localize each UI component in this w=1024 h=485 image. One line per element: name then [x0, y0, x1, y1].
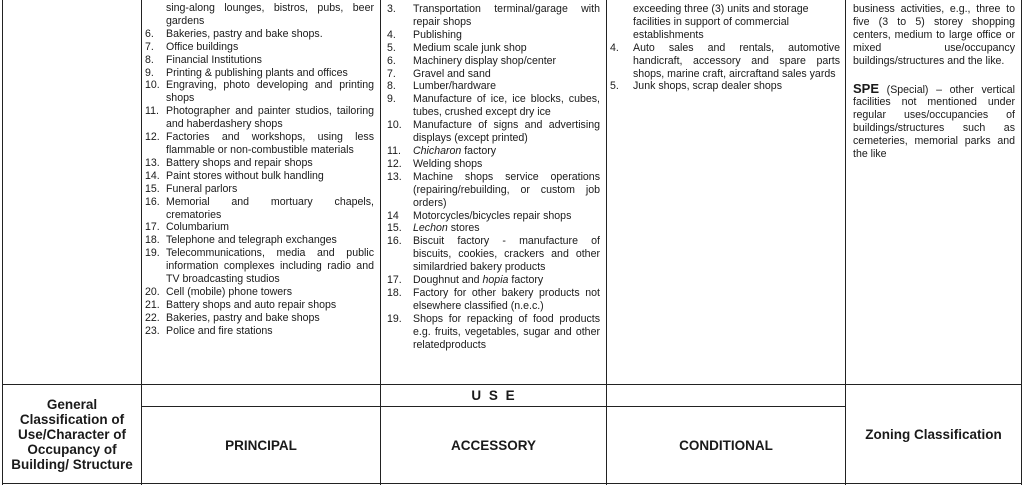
item-text: Doughnut and hopia factory — [413, 274, 544, 287]
item-number: 12. — [387, 157, 402, 170]
accessory-list — [387, 3, 600, 351]
list-item — [387, 55, 600, 68]
item-text: Transportation terminal/garage with repair shops — [413, 3, 600, 28]
item-text: Columbarium — [166, 221, 229, 234]
accessory-cell — [387, 3, 600, 351]
item-text: Printing & publishing plants and offices — [166, 66, 348, 79]
item-number: 17. — [145, 221, 160, 234]
zoning-spe-paragraph — [853, 80, 1015, 161]
list-item — [387, 287, 600, 313]
item-text: Biscuit factory - manufacture of biscuits, cookies, crackers and other similardried bakery products — [413, 235, 600, 274]
item-number: 20. — [145, 285, 160, 298]
list-item — [387, 222, 600, 235]
item-number: 18. — [387, 286, 402, 299]
item-number: 10. — [387, 119, 402, 132]
item-text: Factories and workshops, using less flammable or non-combustible materials — [166, 131, 374, 156]
list-item — [145, 196, 374, 222]
item-number: 10. — [145, 79, 160, 92]
item-text: Telecommunications, media and public information complexes including radio and TV broadcasting studios — [166, 247, 374, 286]
item-text: Gravel and sand — [413, 67, 491, 80]
zoning-classification-header: Zoning Classification — [865, 426, 1002, 442]
list-item — [145, 79, 374, 105]
list-item — [145, 234, 374, 247]
item-number: 6. — [145, 27, 154, 40]
item-number: 19. — [145, 247, 160, 260]
item-number: 18. — [145, 234, 160, 247]
principal-list — [145, 28, 374, 338]
accessory-header: ACCESSORY — [450, 437, 536, 453]
list-item — [145, 183, 374, 196]
item-text: Office buildings — [166, 40, 239, 53]
item-number: 11. — [387, 144, 401, 157]
item-text: Lechon stores — [413, 222, 480, 235]
principal-header: PRINCIPAL — [225, 437, 297, 453]
item-text: Bakeries, pastry and bake shops — [166, 311, 320, 324]
list-item — [145, 286, 374, 299]
item-text: Machine shops service operations (repairing/rebuilding, or custom job orders) — [413, 170, 600, 209]
list-item — [387, 93, 600, 119]
list-item — [145, 28, 374, 41]
item-number: 13. — [145, 156, 160, 169]
item-text: Machinery display shop/center — [413, 54, 557, 67]
list-item — [387, 68, 600, 81]
item-text: Factory for other bakery products not elsewhere classified (n.e.c.) — [413, 286, 600, 312]
item-text: Photographer and painter studios, tailoring and haberdashery shops — [166, 105, 374, 131]
item-number: 16. — [145, 195, 160, 208]
item-number: 11. — [145, 105, 159, 118]
item-number: 16. — [387, 235, 402, 248]
item-text: Auto sales and rentals, automotive handicraft, accessory and spare parts shops, marine craft, aircraftand sales yards — [633, 41, 840, 80]
table-bottom-border — [2, 483, 1022, 484]
list-item — [387, 3, 600, 29]
item-text: Medium scale junk shop — [413, 41, 527, 54]
item-text: Memorial and mortuary chapels, crematories — [166, 195, 374, 221]
list-item — [610, 42, 840, 81]
item-text: Telephone and telegraph exchanges — [166, 234, 337, 247]
list-item — [145, 157, 374, 170]
conditional-continuation: exceeding three (3) units and storage facilities in support of commercial establishments — [633, 3, 809, 41]
item-number: 9. — [145, 66, 154, 79]
list-item — [387, 274, 600, 287]
item-text: Paint stores without bulk handling — [166, 169, 324, 182]
item-number: 14 — [387, 209, 399, 222]
item-text: Manufacture of ice, ice blocks, cubes, tubes, crushed except dry ice — [413, 93, 600, 119]
item-number: 3. — [387, 3, 396, 15]
table-border-right — [1021, 0, 1022, 485]
list-item — [145, 221, 374, 234]
item-text: Junk shops, scrap dealer shops — [633, 80, 782, 93]
item-text: Welding shops — [413, 157, 483, 170]
list-item — [387, 158, 600, 171]
list-item — [145, 325, 374, 338]
item-number: 23. — [145, 324, 160, 337]
list-item — [610, 80, 840, 93]
principal-cell — [145, 2, 374, 338]
item-text: Chicharon factory — [413, 144, 497, 157]
list-item — [387, 171, 600, 210]
item-text: Battery shops and auto repair shops — [166, 298, 337, 311]
item-text: Cell (mobile) phone towers — [166, 285, 293, 298]
conditional-list — [610, 42, 840, 94]
principal-continuation: sing-along lounges, bistros, pubs, beer gardens — [166, 2, 374, 27]
zoning-continuation: business activities, e.g., three to five (3 to 5) storey shopping centers, medium to large office or mixed use/occupancy buildings/structures and the like. — [853, 3, 1015, 67]
item-text: Shops for repacking of food products e.g. fruits, vegetables, sugar and other relatedproducts — [413, 312, 600, 351]
item-number: 4. — [387, 28, 396, 41]
item-text: Motorcycles/bicycles repair shops — [413, 209, 572, 222]
list-item — [387, 313, 600, 352]
item-number: 9. — [387, 93, 396, 106]
item-number: 14. — [145, 169, 160, 182]
item-text: Battery shops and repair shops — [166, 156, 313, 169]
conditional-cell — [610, 3, 840, 93]
list-item — [145, 312, 374, 325]
item-number: 15. — [145, 182, 160, 195]
item-text: Bakeries, pastry and bake shops. — [166, 27, 323, 40]
item-number: 8. — [387, 80, 396, 93]
italic-term: hopia — [482, 274, 509, 287]
list-item — [145, 299, 374, 312]
item-number: 22. — [145, 311, 160, 324]
item-number: 6. — [387, 54, 396, 67]
item-number: 5. — [387, 41, 396, 54]
spe-code: SPE — [853, 80, 880, 96]
item-text: Financial Institutions — [166, 53, 262, 66]
item-number: 19. — [387, 312, 402, 325]
italic-term: Lechon — [413, 222, 448, 235]
conditional-header: CONDITIONAL — [679, 437, 773, 453]
list-item — [145, 170, 374, 183]
list-item — [387, 42, 600, 55]
item-number: 13. — [387, 170, 402, 183]
item-number: 7. — [387, 67, 396, 80]
italic-term: Chicharon — [413, 144, 462, 157]
item-text: Funeral parlors — [166, 182, 238, 195]
item-number: 17. — [387, 274, 402, 287]
item-number: 12. — [145, 131, 160, 144]
list-item — [145, 247, 374, 286]
list-item — [145, 41, 374, 54]
list-item — [145, 54, 374, 67]
general-classification-header: General Classification of Use/Character of Occupancy of Building/ Structure — [11, 396, 133, 472]
list-item — [145, 131, 374, 157]
item-number: 5. — [610, 80, 619, 93]
list-item — [387, 210, 600, 223]
list-item — [387, 235, 600, 274]
list-item — [387, 119, 600, 145]
item-text: Lumber/hardware — [413, 80, 497, 93]
item-text: Engraving, photo developing and printing shops — [166, 79, 374, 105]
list-item — [387, 145, 600, 158]
list-item — [387, 80, 600, 93]
item-number: 21. — [145, 298, 160, 311]
list-item — [145, 105, 374, 131]
item-text: Police and fire stations — [166, 324, 273, 337]
spe-description: (Special) – other vertical facilities not mentioned under regular uses/occupancies of buildings/structures such as cemeteries, memorial parks and the like — [853, 83, 1015, 161]
item-number: 4. — [610, 41, 619, 54]
use-header: U S E — [471, 388, 517, 403]
item-number: 8. — [145, 53, 154, 66]
list-item — [387, 29, 600, 42]
item-text: Manufacture of signs and advertising displays (except printed) — [413, 119, 600, 145]
item-number: 15. — [387, 222, 402, 235]
zoning-cell — [853, 3, 1015, 161]
list-item — [145, 67, 374, 80]
item-number: 7. — [145, 40, 154, 53]
item-text: Publishing — [413, 28, 462, 41]
